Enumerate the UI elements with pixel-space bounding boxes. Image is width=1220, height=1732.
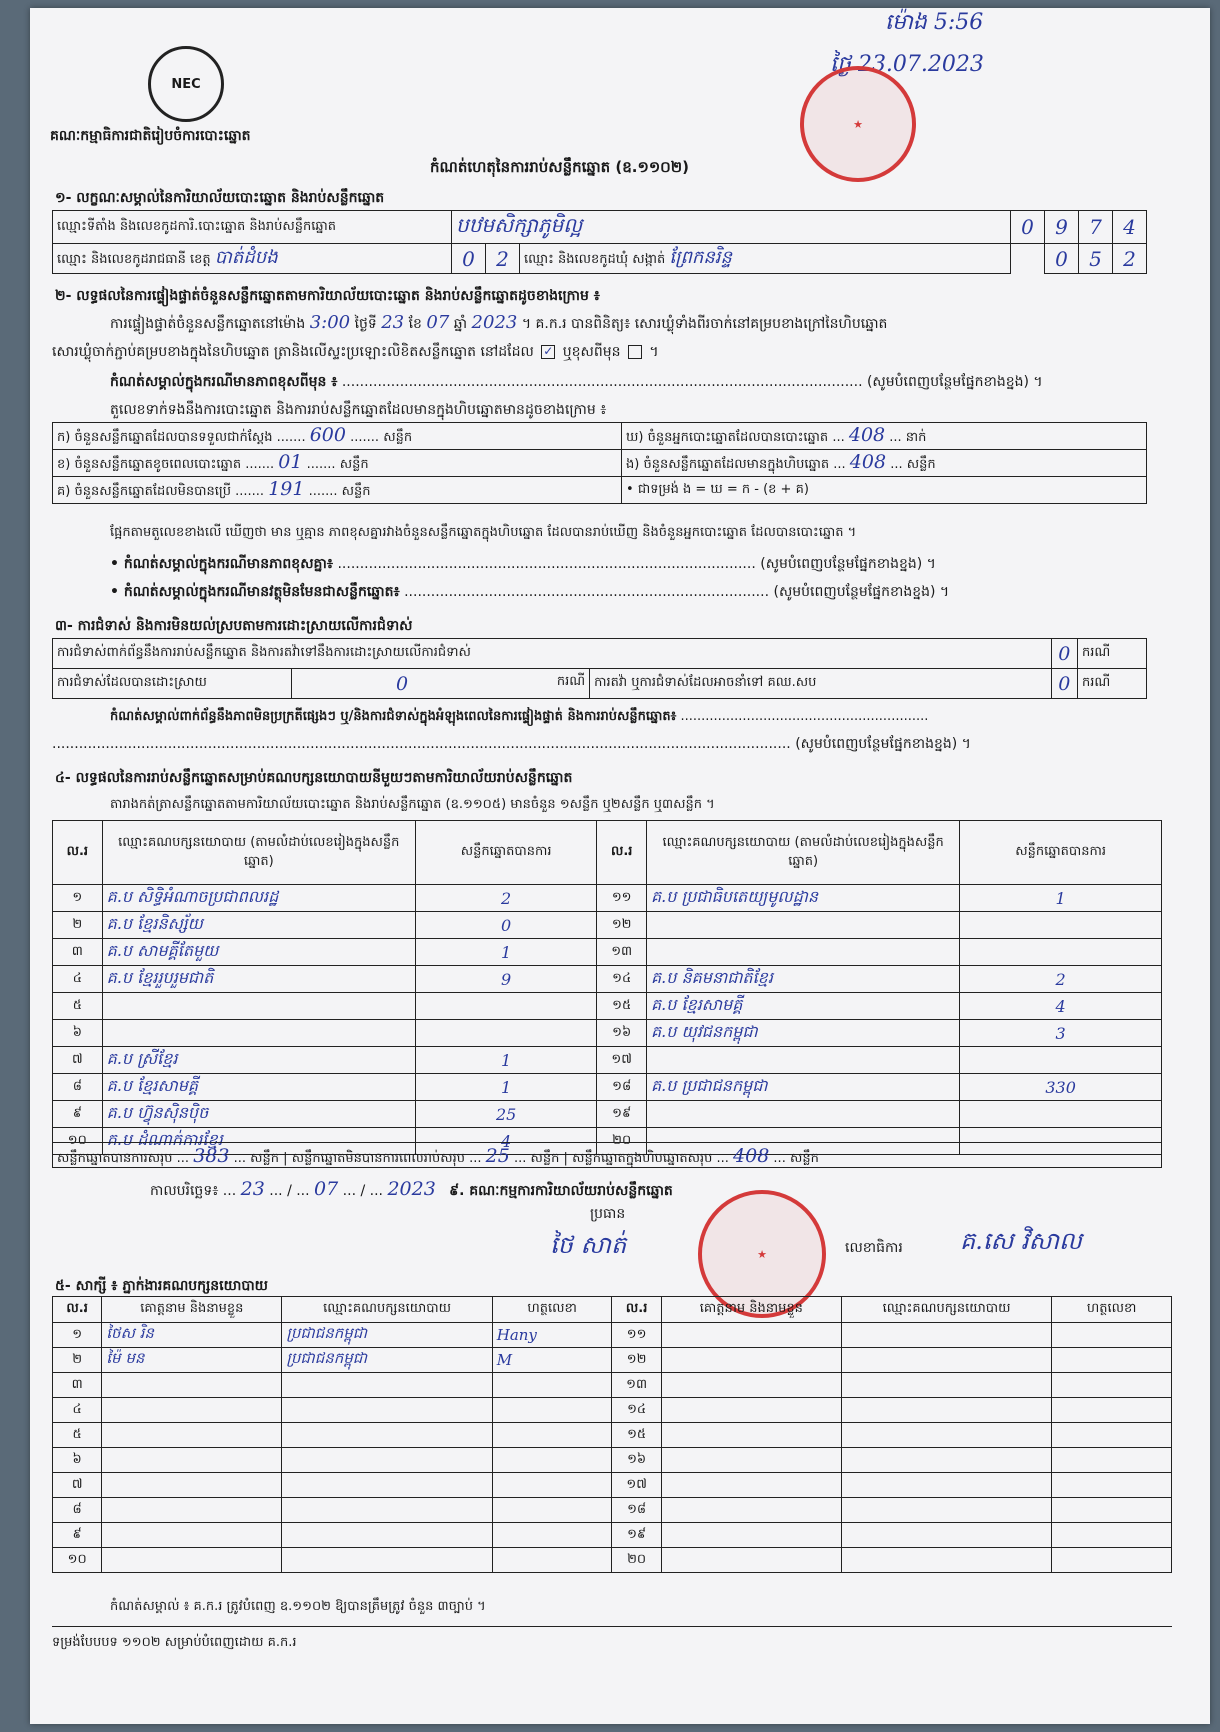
witness-signature xyxy=(492,1498,612,1523)
secretary-name: គ.សេ វិសាល xyxy=(960,1227,1082,1255)
chair-label: ប្រធាន xyxy=(590,1206,626,1222)
row-number: ១១ xyxy=(612,1323,661,1348)
witness-name xyxy=(661,1523,841,1548)
verify-day: 23 xyxy=(381,312,405,333)
row-number: ២០ xyxy=(597,1128,647,1155)
nec-logo xyxy=(148,46,224,122)
vote-count: 4 xyxy=(415,1128,596,1155)
witness-party xyxy=(841,1523,1051,1548)
polling-station-name: បឋមសិក្សាភូមិល្អ xyxy=(452,211,1011,244)
table-intro: តួលេខទាក់ទងនឹងការបោះឆ្នោត និងការរាប់សន្លឹកឆ្នោតដែលមានក្នុងហិបឆ្នោតមានដូចខាងក្រោម ៖ xyxy=(110,402,607,418)
table-row xyxy=(53,1323,1172,1348)
table-row xyxy=(53,1498,1172,1523)
text: ជាទម្រង់ ង = ឃ = ក - (ខ + គ) xyxy=(637,481,809,497)
row-number: ១៥ xyxy=(612,1423,661,1448)
verify-year: 2023 xyxy=(471,312,518,333)
resolved-label: ការជំទាស់ដែលបានដោះស្រាយ xyxy=(53,669,292,699)
col-party: ឈ្មោះគណបក្សនយោបាយ xyxy=(841,1297,1051,1323)
text: សន្លឹក xyxy=(906,457,936,472)
table-row xyxy=(53,1548,1172,1573)
note-difference: • កំណត់សម្គាល់ក្នុងករណីមានភាពខុសគ្នា៖ .............................................................................................. (សូមបំពេញបន្ថែមផ្នែកខាងខ្នង) ។ xyxy=(110,556,936,572)
text: សន្លឹក xyxy=(339,457,369,472)
party-name xyxy=(647,1047,960,1074)
row-number: ១៥ xyxy=(597,993,647,1020)
party-name: គ.ប ហ៊្វុនស៊ិនប៉ិច xyxy=(102,1101,415,1128)
row-number: ៩ xyxy=(53,1523,102,1548)
commune-label: ឈ្មោះ និងលេខកូដឃុំ សង្កាត់ xyxy=(524,252,666,267)
witness-party xyxy=(282,1523,492,1548)
party-name: គ.ប ប្រជាជនកម្ពុជា xyxy=(647,1074,960,1101)
text: ក) ចំនួនសន្លឹកឆ្នោតដែលបានទទួលជាក់ស្តែង xyxy=(57,430,273,445)
witness-signature xyxy=(1052,1398,1172,1423)
value-b: 01 xyxy=(278,451,303,473)
witness-name xyxy=(661,1373,841,1398)
table-row xyxy=(53,939,1162,966)
value-c: 191 xyxy=(268,478,305,500)
difference-line: ផ្អែកតាមតួលេខខាងលើ ឃើញថា មាន ឬគ្មាន ភាពខុសគ្នារវាងចំនួនសន្លឹកឆ្នោតក្នុងហិបឆ្នោត ដែលបានរាប់ឃើញ និងចំនួនអ្នកបោះឆ្នោត ដែលបានបោះឆ្នោត ។ xyxy=(110,525,857,540)
province-code-digit: 2 xyxy=(486,244,520,274)
witness-name: ថៃស រិន xyxy=(102,1323,282,1348)
text: • កំណត់សម្គាល់ក្នុងករណីមានភាពខុសគ្នា៖ xyxy=(110,556,334,572)
col-sign: ហត្ថលេខា xyxy=(492,1297,612,1323)
note-foreign-object: • កំណត់សម្គាល់ក្នុងករណីមានវត្ថុមិនមែនជាសន្លឹកឆ្នោត៖ .................................................................................. (សូមបំពេញបន្ថែមផ្នែកខាងខ្នង) ។ xyxy=(110,584,950,600)
row-number: ៣ xyxy=(53,1373,102,1398)
vote-count: 330 xyxy=(960,1074,1162,1101)
witness-name: ម៉ៃ មន xyxy=(102,1348,282,1373)
changed-checkbox[interactable] xyxy=(628,345,642,359)
text: (សូមបំពេញបន្ថែមផ្នែកខាងខ្នង) ។ xyxy=(773,584,950,600)
commune-code-digit: 0 xyxy=(1045,244,1079,274)
witness-signature xyxy=(492,1548,612,1573)
table-row xyxy=(53,885,1162,912)
col-no: ល.រ xyxy=(53,821,103,885)
complaints-table xyxy=(52,638,1147,699)
appeal-label: ការតវ៉ា ឬការជំទាស់ដែលអាចនាំទៅ គឈ.សប xyxy=(590,669,1052,699)
row-number: ១២ xyxy=(612,1348,661,1373)
total-invalid: 25 xyxy=(485,1145,510,1167)
text: សន្លឹក xyxy=(341,484,371,499)
witness-signature xyxy=(492,1373,612,1398)
table-row xyxy=(53,993,1162,1020)
footnote: កំណត់សម្គាល់ ៖ គ.ក.រ ត្រូវបំពេញ ឧ.១១០២ ឱ្យបានត្រឹមត្រូវ ចំនួន ៣ច្បាប់ ។ xyxy=(110,1599,486,1614)
row-number: ២ xyxy=(53,912,103,939)
value-d: 408 xyxy=(848,424,886,446)
row-number: ៤ xyxy=(53,1398,102,1423)
witness-signature xyxy=(1052,1448,1172,1473)
row-number: ៨ xyxy=(53,1498,102,1523)
resolved-count: 0 xyxy=(396,672,409,695)
witness-party xyxy=(841,1423,1051,1448)
table-row xyxy=(53,1523,1172,1548)
date-made-line: កាលបរិច្ឆេទ៖ ... 23 ... / ... 07 ... / ... 2023 ៩. គណៈកម្មការការិយាល័យរាប់សន្លឹកឆ្នោត xyxy=(150,1178,673,1200)
value-e: 408 xyxy=(849,451,887,473)
witness-party xyxy=(282,1423,492,1448)
witness-signature xyxy=(1052,1473,1172,1498)
witness-name xyxy=(102,1473,282,1498)
section3-title: ៣- ការជំទាស់ និងការមិនយល់ស្របតាមការដោះស្រាយលើការជំទាស់ xyxy=(55,618,413,634)
row-e: ង) ចំនួនសន្លឹកឆ្នោតដែលមានក្នុងហិបឆ្នោត ... 408 ... សន្លឹក xyxy=(622,450,1147,477)
row-number: ១០ xyxy=(53,1128,103,1155)
text: សន្លឹកឆ្នោតបានការសរុប xyxy=(57,1151,173,1166)
official-seal-top: ★ xyxy=(800,66,916,182)
commune-name: ព្រែកនរិន្ទ xyxy=(669,247,732,268)
row-number: ៣ xyxy=(53,939,103,966)
text: ។ គ.ក.រ បានពិនិត្យ៖ សោរឃ្លុំទាំងពីរចាក់នៅគម្របខាងក្រៅនៃហិបឆ្នោត xyxy=(521,316,888,332)
unchanged-checkbox[interactable]: ✓ xyxy=(543,344,554,358)
seal-check-line: សោរឃ្លុំចាក់ភ្ជាប់គម្របខាងក្នុងនៃហិបឆ្នោត ត្រានិងលើស្ទះប្រឡោះលិខិតសន្លឹកឆ្នោត នៅដដែល ✓ ឬខុសពីមុន ។ xyxy=(52,344,659,360)
org-name: គណៈកម្មាធិការជាតិរៀបចំការបោះឆ្នោត xyxy=(50,128,251,144)
party-name: គ.ប ដំណាក់ការខ្មែរ xyxy=(102,1128,415,1155)
ballot-count-table xyxy=(52,422,1147,504)
unit: ករណី xyxy=(1078,669,1147,699)
party-name: គ.ប ប្រជាធិបតេយ្យមូលដ្ឋាន xyxy=(647,885,960,912)
text: (សូមបំពេញបន្ថែមផ្នែកខាងខ្នង) ។ xyxy=(795,736,971,752)
row-number: ១១ xyxy=(597,885,647,912)
commune-code-digit: 5 xyxy=(1079,244,1113,274)
witness-name xyxy=(102,1373,282,1398)
witness-name xyxy=(102,1498,282,1523)
row-number: ៤ xyxy=(53,966,103,993)
section1-title: ១- លក្ខណៈសម្គាល់នៃការិយាល័យបោះឆ្នោត និងរាប់សន្លឹកឆ្នោត xyxy=(55,190,385,206)
table-row xyxy=(53,1473,1172,1498)
witness-party xyxy=(841,1548,1051,1573)
witness-name xyxy=(102,1448,282,1473)
province-code-digit: 0 xyxy=(452,244,486,274)
vote-count: 25 xyxy=(415,1101,596,1128)
table-row xyxy=(53,1348,1172,1373)
witness-name xyxy=(661,1448,841,1473)
row-b: ខ) ចំនួនសន្លឹកឆ្នោតខូចពេលបោះឆ្នោត ....... 01 ....... សន្លឹក xyxy=(53,450,622,477)
witness-signature xyxy=(1052,1523,1172,1548)
logo-label: NEC xyxy=(171,76,201,92)
form-sheet xyxy=(30,8,1210,1724)
witness-party xyxy=(841,1498,1051,1523)
vote-count xyxy=(960,1101,1162,1128)
witness-name xyxy=(661,1398,841,1423)
text: សន្លឹក xyxy=(530,1151,560,1166)
vote-count: 3 xyxy=(960,1020,1162,1047)
text: សោរឃ្លុំចាក់ភ្ជាប់គម្របខាងក្នុងនៃហិបឆ្នោត ត្រានិងលើស្ទះប្រឡោះលិខិតសន្លឹកឆ្នោត នៅដដែល xyxy=(52,344,534,360)
row-number: ១៣ xyxy=(612,1373,661,1398)
text: កាលបរិច្ឆេទ៖ xyxy=(150,1183,219,1199)
total-valid: 383 xyxy=(193,1145,230,1167)
witness-signature xyxy=(1052,1548,1172,1573)
vote-count: 1 xyxy=(415,1074,596,1101)
witness-party xyxy=(282,1398,492,1423)
witness-signature xyxy=(1052,1373,1172,1398)
party-name: គ.ប ខ្មែររួបរួមជាតិ xyxy=(102,966,415,993)
row-number: ១២ xyxy=(597,912,647,939)
irregularity-note: កំណត់សម្គាល់ពាក់ព័ន្ធនឹងភាពមិនប្រក្រតីផ្សេងៗ ឬ/និងការជំទាស់ក្នុងអំឡុងពេលនៃការផ្ទៀងផ្ទាត់ និងការរាប់សន្លឹកឆ្នោត៖ ............................................................ xyxy=(110,709,929,724)
witness-signature xyxy=(492,1473,612,1498)
witness-signature xyxy=(1052,1323,1172,1348)
witness-name xyxy=(102,1548,282,1573)
party-name: គ.ប យុវជនកម្ពុជា xyxy=(647,1020,960,1047)
vote-count: 1 xyxy=(415,1047,596,1074)
vote-count: 4 xyxy=(960,993,1162,1020)
row-number: ១៩ xyxy=(597,1101,647,1128)
col-name: គោត្តនាម និងនាមខ្លួន xyxy=(661,1297,841,1323)
made-day: 23 xyxy=(240,1178,265,1200)
table-row xyxy=(53,1448,1172,1473)
witness-party xyxy=(282,1548,492,1573)
vote-count: 1 xyxy=(415,939,596,966)
witness-party xyxy=(841,1373,1051,1398)
witness-party xyxy=(282,1373,492,1398)
witness-party xyxy=(282,1473,492,1498)
party-name: គ.ប ខ្មែរនិស្ស័យ xyxy=(102,912,415,939)
row-number: ១ xyxy=(53,1323,102,1348)
text: សន្លឹក xyxy=(250,1151,280,1166)
row-d: ឃ) ចំនួនអ្នកបោះឆ្នោតដែលបានបោះឆ្នោត ... 408 ... នាក់ xyxy=(622,423,1147,450)
formula: • ជាទម្រង់ ង = ឃ = ក - (ខ + គ) xyxy=(622,477,1147,504)
table-row xyxy=(53,966,1162,993)
witness-party xyxy=(841,1323,1051,1348)
table-row xyxy=(53,1020,1162,1047)
witness-party xyxy=(841,1448,1051,1473)
col-party: ឈ្មោះគណបក្សនយោបាយ xyxy=(282,1297,492,1323)
form-title: កំណត់ហេតុនៃការរាប់សន្លឹកឆ្នោត (ឧ.១១០២) xyxy=(430,158,690,176)
party-name: គ.ប សិទ្ធិអំណាចប្រជាពលរដ្ឋ xyxy=(102,885,415,912)
text: នាក់ xyxy=(905,430,927,445)
row-number: ៧ xyxy=(53,1047,103,1074)
party-name: គ.ប ស្រីខ្មែរ xyxy=(102,1047,415,1074)
row-number: ១៨ xyxy=(612,1498,661,1523)
row-number: ២០ xyxy=(612,1548,661,1573)
section4-subtitle: តារាងកត់ត្រាសន្លឹកឆ្នោតតាមការិយាល័យបោះឆ្នោត និងរាប់សន្លឹកឆ្នោត (ឧ.១១០៥) មានចំនួន ១សន្លឹក ឬ២សន្លឹក ឬ៣សន្លឹក ។ xyxy=(110,797,715,812)
witness-signature xyxy=(492,1523,612,1548)
vote-count xyxy=(415,1020,596,1047)
witness-party xyxy=(841,1398,1051,1423)
total-box: 408 xyxy=(733,1145,770,1167)
row-number: ៩ xyxy=(53,1101,103,1128)
section5-title: ៥- សាក្សី ៖ ភ្នាក់ងារគណបក្សនយោបាយ xyxy=(55,1278,269,1294)
vote-count: 2 xyxy=(415,885,596,912)
text: កំណត់សម្គាល់ពាក់ព័ន្ធនឹងភាពមិនប្រក្រតីផ្សេងៗ ឬ/និងការជំទាស់ក្នុងអំឡុងពេលនៃការផ្ទៀងផ្ទាត់ និងការរាប់សន្លឹកឆ្នោត៖ xyxy=(110,709,677,724)
row-number: ១ xyxy=(53,885,103,912)
made-month: 07 xyxy=(314,1178,339,1200)
vote-count: 9 xyxy=(415,966,596,993)
commune-code-digit: 2 xyxy=(1113,244,1147,274)
row-number: ៥ xyxy=(53,993,103,1020)
text: ឆ្នាំ xyxy=(453,316,468,332)
witness-name xyxy=(661,1348,841,1373)
text: ការផ្ទៀងផ្ទាត់ចំនួនសន្លឹកឆ្នោតនៅម៉ោង xyxy=(110,316,306,332)
text: • កំណត់សម្គាល់ក្នុងករណីមានវត្ថុមិនមែនជាសន្លឹកឆ្នោត៖ xyxy=(110,584,400,600)
section4-title: ៤- លទ្ធផលនៃការរាប់សន្លឹកឆ្នោតសម្រាប់គណបក្សនយោបាយនីមួយៗតាមការិយាល័យរាប់សន្លឹកឆ្នោត xyxy=(55,770,573,786)
col-sign: ហត្ថលេខា xyxy=(1052,1297,1172,1323)
text: សន្លឹកឆ្នោតក្នុងហិបឆ្នោតសរុប xyxy=(572,1151,713,1166)
vote-count: 0 xyxy=(415,912,596,939)
table-row xyxy=(53,1101,1162,1128)
section1-table xyxy=(52,210,1147,274)
row-number: ២ xyxy=(53,1348,102,1373)
witness-signature xyxy=(1052,1348,1172,1373)
code-digit: 7 xyxy=(1079,211,1113,244)
witness-name xyxy=(661,1323,841,1348)
witness-signature: M xyxy=(492,1348,612,1373)
text: គ) ចំនួនសន្លឹកឆ្នោតដែលមិនបានប្រើ xyxy=(57,484,231,499)
made-year: 2023 xyxy=(387,1178,436,1200)
row-number: ១០ xyxy=(53,1548,102,1573)
col-party: ឈ្មោះគណបក្សនយោបាយ (តាមលំដាប់លេខរៀងក្នុងសន្លឹកឆ្នោត) xyxy=(102,821,415,885)
witness-party xyxy=(282,1448,492,1473)
party-results-table xyxy=(52,820,1162,1155)
row-number: ១៤ xyxy=(597,966,647,993)
row-number: ៦ xyxy=(53,1448,102,1473)
witness-party xyxy=(841,1348,1051,1373)
row-number: ១៧ xyxy=(597,1047,647,1074)
row1-label: ឈ្មោះទីតាំង និងលេខកូដការិ.បោះឆ្នោត និងរាប់សន្លឹកឆ្នោត xyxy=(53,211,452,244)
vote-count xyxy=(960,939,1162,966)
complaint-label: ការជំទាស់ពាក់ព័ន្ធនឹងការរាប់សន្លឹកឆ្នោត និងការតវ៉ាទៅនឹងការដោះស្រាយលើការជំទាស់ xyxy=(53,639,1052,669)
text: សន្លឹក xyxy=(789,1151,819,1166)
unit: ករណី xyxy=(1078,639,1147,669)
secretary-label: លេខាធិការ xyxy=(845,1240,903,1256)
row-a: ក) ចំនួនសន្លឹកឆ្នោតដែលបានទទួលជាក់ស្តែង ....... 600 ....... សន្លឹក xyxy=(53,423,622,450)
col-no: ល.រ xyxy=(53,1297,102,1323)
row-number: ៦ xyxy=(53,1020,103,1047)
text: (សូមបំពេញបន្ថែមផ្នែកខាងខ្នង) ។ xyxy=(760,556,936,572)
handwritten-date: ថ្ងៃ 23.07.2023 xyxy=(830,52,984,77)
text: កំណត់សម្គាល់ក្នុងករណីមានភាពខុសពីមុន ៖ xyxy=(110,374,338,390)
divider xyxy=(52,1626,1172,1627)
witness-party: ប្រជាជនកម្ពុជា xyxy=(282,1348,492,1373)
text: ៩. គណៈកម្មការការិយាល័យរាប់សន្លឹកឆ្នោត xyxy=(449,1183,673,1199)
vote-count: 2 xyxy=(960,966,1162,993)
complaint-count: 0 xyxy=(1051,639,1077,669)
party-name xyxy=(647,939,960,966)
witness-name xyxy=(102,1398,282,1423)
witness-name xyxy=(661,1423,841,1448)
text: សន្លឹកឆ្នោតមិនបានការពេលរាប់សរុប xyxy=(291,1151,465,1166)
table-row xyxy=(53,912,1162,939)
row-number: ១៧ xyxy=(612,1473,661,1498)
party-name: គ.ប ខ្មែរសាមគ្គី xyxy=(647,993,960,1020)
text: ឃ) ចំនួនអ្នកបោះឆ្នោតដែលបានបោះឆ្នោត xyxy=(626,430,829,445)
table-row xyxy=(53,1047,1162,1074)
party-name: គ.ប និគមនាជាតិខ្មែរ xyxy=(647,966,960,993)
vote-count xyxy=(960,1047,1162,1074)
resolved-value-cell xyxy=(292,669,590,699)
row-number: ១៦ xyxy=(612,1448,661,1473)
text: ឬខុសពីមុន xyxy=(562,344,621,360)
text: ខែ xyxy=(408,316,422,332)
party-name xyxy=(102,993,415,1020)
party-name xyxy=(647,1101,960,1128)
chair-name: ថៃ សាត់ xyxy=(550,1231,627,1259)
official-seal-bottom: ★ xyxy=(698,1190,826,1318)
handwritten-time: ម៉ោង 5:56 xyxy=(885,10,984,35)
table-row xyxy=(53,1074,1162,1101)
value-a: 600 xyxy=(309,424,346,446)
text: (សូមបំពេញបន្ថែមផ្នែកខាងខ្នង) ។ xyxy=(866,374,1043,390)
witness-signature xyxy=(492,1398,612,1423)
row2-label xyxy=(53,244,452,274)
appeal-count: 0 xyxy=(1051,669,1077,699)
form-footer: ទម្រង់បែបបទ ១១០២ សម្រាប់បំពេញដោយ គ.ក.រ xyxy=(52,1635,297,1650)
code-digit: 0 xyxy=(1011,211,1045,244)
section2-title: ២- លទ្ធផលនៃការផ្ទៀងផ្ទាត់ចំនួនសន្លឹកឆ្នោតតាមការិយាល័យបោះឆ្នោត និងរាប់សន្លឹកឆ្នោតដូចខាងក្រោម ៖ xyxy=(55,288,600,304)
witness-name xyxy=(661,1548,841,1573)
witness-party xyxy=(282,1498,492,1523)
totals-row: សន្លឹកឆ្នោតបានការសរុប ... 383 ... សន្លឹក | សន្លឹកឆ្នោតមិនបានការពេលរាប់សរុប ... 25 ... សន្លឹក | សន្លឹកឆ្នោតក្នុងហិបឆ្នោតសរុប ... 408 ... សន្លឹក xyxy=(52,1142,1162,1168)
row-number: ១៨ xyxy=(597,1074,647,1101)
col-votes: សន្លឹកឆ្នោតបានការ xyxy=(960,821,1162,885)
irregularity-fill: ...................................................................................................................................................................... (សូមបំពេញបន្ថែមផ្នែកខាងខ្នង) ។ xyxy=(52,736,971,752)
witness-name xyxy=(102,1423,282,1448)
witness-party: ប្រជាជនកម្ពុជា xyxy=(282,1323,492,1348)
table-row xyxy=(53,1398,1172,1423)
table-row xyxy=(53,1373,1172,1398)
party-name xyxy=(647,912,960,939)
party-name xyxy=(102,1020,415,1047)
witness-party xyxy=(841,1473,1051,1498)
col-votes: សន្លឹកឆ្នោតបានការ xyxy=(415,821,596,885)
witness-name xyxy=(102,1523,282,1548)
row-number: ៧ xyxy=(53,1473,102,1498)
row-number: ១៣ xyxy=(597,939,647,966)
verify-month: 07 xyxy=(426,312,450,333)
witness-signature xyxy=(1052,1498,1172,1523)
col-party: ឈ្មោះគណបក្សនយោបាយ (តាមលំដាប់លេខរៀងក្នុងសន្លឹកឆ្នោត) xyxy=(647,821,960,885)
witness-table xyxy=(52,1296,1172,1573)
row-number: ៨ xyxy=(53,1074,103,1101)
note-changed: កំណត់សម្គាល់ក្នុងករណីមានភាពខុសពីមុន ៖ ..................................................................................................................... (សូមបំពេញបន្ថែមផ្នែកខាងខ្នង) ។ xyxy=(110,374,1043,390)
verification-line xyxy=(110,312,887,335)
province-label: ឈ្មោះ និងលេខកូដរាជធានី ខេត្ត xyxy=(57,252,211,267)
code-digit: 4 xyxy=(1113,211,1147,244)
party-name: គ.ប ខ្មែរសាមគ្គី xyxy=(102,1074,415,1101)
text: សន្លឹក xyxy=(383,430,413,445)
col-name: គោត្តនាម និងនាមខ្លួន xyxy=(102,1297,282,1323)
witness-name xyxy=(661,1498,841,1523)
witness-signature: Hany xyxy=(492,1323,612,1348)
province-name: បាត់ដំបង xyxy=(214,247,278,268)
vote-count: 1 xyxy=(960,885,1162,912)
witness-signature xyxy=(492,1448,612,1473)
text: ថ្ងៃទី xyxy=(354,316,377,332)
witness-signature xyxy=(492,1423,612,1448)
unit: ករណី xyxy=(556,673,586,689)
text: ង) ចំនួនសន្លឹកឆ្នោតដែលមានក្នុងហិបឆ្នោត xyxy=(626,457,830,472)
row-c: គ) ចំនួនសន្លឹកឆ្នោតដែលមិនបានប្រើ ....... 191 ....... សន្លឹក xyxy=(53,477,622,504)
code-digit: 9 xyxy=(1045,211,1079,244)
row-number: ១៩ xyxy=(612,1523,661,1548)
text: ខ) ចំនួនសន្លឹកឆ្នោតខូចពេលបោះឆ្នោត xyxy=(57,457,242,472)
vote-count xyxy=(415,993,596,1020)
row-number: ៥ xyxy=(53,1423,102,1448)
col-no: ល.រ xyxy=(612,1297,661,1323)
row-number: ១៦ xyxy=(597,1020,647,1047)
row-number: ១៤ xyxy=(612,1398,661,1423)
witness-signature xyxy=(1052,1423,1172,1448)
col-no: ល.រ xyxy=(597,821,647,885)
table-row xyxy=(53,1423,1172,1448)
verify-time: 3:00 xyxy=(309,312,351,333)
witness-name xyxy=(661,1473,841,1498)
commune-cell xyxy=(520,244,1011,274)
party-name: គ.ប សាមគ្គីតែមួយ xyxy=(102,939,415,966)
vote-count xyxy=(960,912,1162,939)
